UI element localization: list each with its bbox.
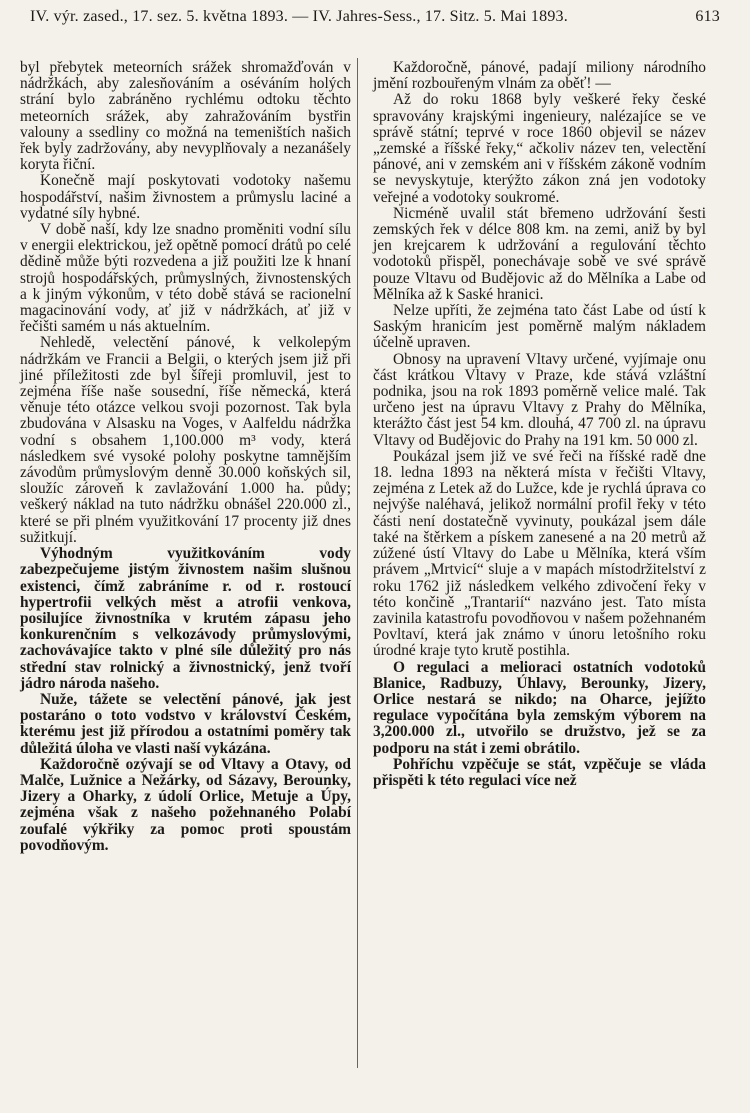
left-column — [20, 60, 351, 854]
paragraph: Každoročně ozývají se od Vltavy a Otavy, od Malče, Lužnice a Nežárky, od Sázavy, Berounky, Jizery a Oharky, z údolí Orlice, Metuje a Úpy, zejména však z našeho požehnaného Polabí zoufalé výkřiky za pomoc proti spoustám povodňovým. — [20, 755, 351, 854]
paragraph: Obnosy na upravení Vltavy určené, vyjímaje onu část krátkou Vltavy v Praze, kde stává vzláštní podnika, jsou na rok 1893 poměrně velice malé. Tak určeno jest na úpravu Vltavy z Prahy do Mělníka, kterážto část jest 54 km. dlouhá, 47 700 zl. na úpravu Vltavy od Budějovic do Prahy na 191 km. 50 000 zl. — [373, 350, 706, 449]
paragraph: Nuže, tážete se velectění pánové, jak jest postaráno o toto vodstvo v království Českém, kterému jest již přírodou a ostatními poměry tak důležitá úloha ve vlasti naší vykázána. — [20, 690, 351, 757]
header-session-line: IV. výr. zased., 17. sez. 5. května 1893. — IV. Jahres-Sess., 17. Sitz. 5. Mai 1893. — [30, 8, 568, 25]
right-column — [373, 60, 706, 789]
paragraph: byl přebytek meteorních srážek shromažďován v nádržkách, aby zalesňováním a oséváním holých strání bylo zabráněno rychlému odtoku těchto meteorních srážek, aby zahražováním bystřin valouny a ssedliny co možná na temeništích našich řek byly zadržovány, aby nevyplňovaly a nezanášely koryta řiční. — [20, 59, 351, 174]
paragraph: Konečně mají poskytovati vodotoky našemu hospodářství, našim živnostem a průmyslu laciné a vydatné síly hybné. — [20, 172, 351, 222]
paragraph: V době naší, kdy lze snadno proměniti vodní sílu v energii elektrickou, jež opětně pomocí drátů po celé dědině může býti rozvedena a již použiti lze k hnaní strojů hospodářských, průmyslných, živnostenských a k jiným výkonům, v této době stává se racionelní magacinování vody, ať již v nádržkách, ať již v řečišti samém u nás aktuelním. — [20, 221, 351, 336]
column-divider — [357, 58, 358, 1068]
page-number: 613 — [695, 8, 720, 25]
paragraph: Nelze upříti, že zejména tato část Labe od ústí k Saským hranicím jest poměrně malým nákladem účelně upraven. — [373, 302, 706, 352]
paragraph: Nicméně uvalil stát břemeno udržování šesti zemských řek v délce 808 km. na zemi, aniž by byl jen krejcarem k udržování a regulování těchto vodotoků přispěl, ponechávaje sobě ve své správě pouze Vltavu od Budějovic až do Mělníka a Labe od Mělníka až k Saské hranici. — [373, 204, 706, 303]
page-header — [30, 8, 720, 26]
paragraph: Poukázal jsem již ve své řeči na říšské radě dne 18. ledna 1893 na některá místa v řečišti Vltavy, zejména z Letek až do Lužce, kde je rychlá úprava co nejvýše naléhavá, jelikož normální profil řeky v této části není dostatečně vyvinuty, poukázal jsem dále také na štěrkem a pískem zanesené a na 20 metrů až zúžené ústí Vltavy do Labe u Mělníka, která vším právem „Mrtvicí“ sluje a v mapách místodržitelství z roku 1762 již následkem velkého zdivočení řeky v této končině „Trantarií“ nazváno jest. Tato místa zavinila katastrofu povodňovou v našem požehnaném Povltaví, která jak známo v únoru letošního roku úrodné kraje tyto krutě postihla. — [373, 447, 706, 660]
paragraph: O regulaci a melioraci ostatních vodotoků Blanice, Radbuzy, Úhlavy, Berounky, Jizery, Orlice nestará se nikdo; na Oharce, jejížto regulace vypočítána byla zemským výborem na 3,200.000 zl., utvořilo se družstvo, jež se za podporu na stát i zemi obrátilo. — [373, 658, 706, 757]
paragraph: Až do roku 1868 byly veškeré řeky české spravovány krajskými ingenieury, nalézajíce se ve správě státní; teprvé v roce 1860 objevil se název „zemské a říšské řeky,“ ačkoliv název ten, velectění pánové, ani v zemském ani v říšském zákoně vodním se nevyskytuje, kterýžto zákon zná jen vodotoky veřejné a vodotoky soukromé. — [373, 91, 706, 206]
paragraph: Nehledě, velectění pánové, k velkolepým nádržkám ve Francii a Belgii, o kterých jsem již při jiné příležitosti zde byl šířeji promluvil, jest to zejména říše naše sousední, říše německá, která věnuje této otázce velkou svoji pozornost. Tak byla zbudována v Alsasku na Voges, v Aalfeldu nádržka vodní s obsahem 1,100.000 m³ vody, která následkem své vysoké polohy poskytne tamnějším závodům průmyslovým denně 30.000 koňských sil, sloužíc zároveň k zavlažování 1.000 ha. půdy; veškerý náklad na tuto nádržku obnášel 220.000 zl., které se při plném využitkování 17 procenty již dnes sužitkují. — [20, 334, 351, 546]
paragraph: Každoročně, pánové, padají miliony národního jmění rozbouřeným vlnám za oběť! — — [373, 59, 706, 93]
paragraph: Pohříchu vzpěčuje se stát, vzpěčuje se vláda přispěti k této regulaci více než — [373, 755, 706, 789]
paragraph: Výhodným využitkováním vody zabezpečujeme jistým živnostem našim slušnou existenci, čímž zabráníme r. od r. rostoucí hypertrofii velkých měst a atrofii venkova, posilujíce živnostníka v krutém zápasu jeho konkurenčním s velkozávody průmyslovými, zachovávajíce takto v plné síle důležitý pro nás střední stav rolnický a živnostnický, jenž tvoří jádro národa našeho. — [20, 545, 351, 692]
